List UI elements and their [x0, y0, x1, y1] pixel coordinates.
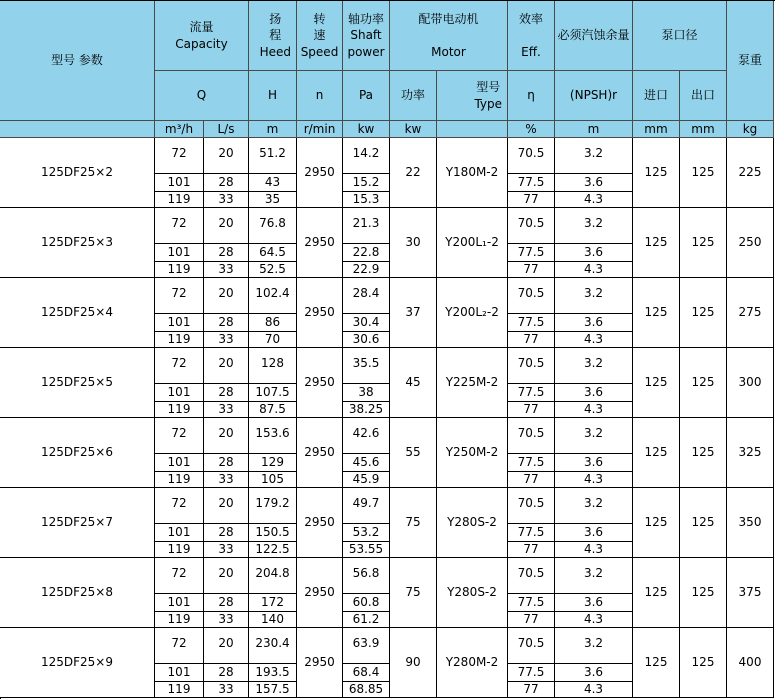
shaft-power-cell: 63.9	[343, 628, 390, 664]
shaft-power-cell: 49.7	[343, 488, 390, 524]
head-cell: 172	[249, 594, 297, 612]
head-cell: 105	[249, 472, 297, 488]
head-cell: 193.5	[249, 664, 297, 682]
shaft-power-cell: 45.9	[343, 472, 390, 488]
flow-m3h-cell: 119	[155, 472, 204, 488]
efficiency-cell: 70.5	[508, 138, 555, 174]
head-cell: 150.5	[249, 524, 297, 542]
model-cell: 125DF25×3	[0, 208, 155, 278]
flow-m3h-cell: 72	[155, 418, 204, 454]
model-param-header: 型号 参数	[0, 1, 155, 121]
inlet-cell: 125	[633, 208, 680, 278]
npsh-cell: 3.2	[555, 628, 633, 664]
efficiency-cell: 77	[508, 192, 555, 208]
outlet-cell: 125	[680, 418, 727, 488]
flow-ls-cell: 20	[204, 418, 249, 454]
inlet-cell: 125	[633, 628, 680, 698]
efficiency-cell: 77.5	[508, 664, 555, 682]
shaft-power-cell: 30.4	[343, 314, 390, 332]
shaft-power-cell: 28.4	[343, 278, 390, 314]
efficiency-cell: 77.5	[508, 594, 555, 612]
efficiency-header: 效率 Eff.	[508, 1, 555, 71]
shaft-power-cell: 61.2	[343, 612, 390, 628]
efficiency-cell: 77.5	[508, 454, 555, 472]
flow-ls-cell: 20	[204, 208, 249, 244]
npsh-cell: 4.3	[555, 682, 633, 698]
flow-m3h-cell: 119	[155, 402, 204, 418]
npsh-cell: 3.2	[555, 488, 633, 524]
pump-diameter-header: 泵口径	[633, 1, 727, 71]
head-cell: 129	[249, 454, 297, 472]
speed-header: 转 速 Speed	[297, 1, 343, 71]
flow-m3h-cell: 101	[155, 454, 204, 472]
npsh-cell: 4.3	[555, 262, 633, 278]
flow-ls-cell: 33	[204, 472, 249, 488]
npsh-header: 必须汽蚀余量	[555, 1, 633, 71]
npsh-cell: 4.3	[555, 402, 633, 418]
weight-cell: 300	[727, 348, 774, 418]
shaft-power-cell: 35.5	[343, 348, 390, 384]
motor-type-cell: Y250M-2	[437, 418, 508, 488]
head-cell: 35	[249, 192, 297, 208]
motor-type-cell: Y180M-2	[437, 138, 508, 208]
head-cell: 204.8	[249, 558, 297, 594]
flow-m3h-cell: 101	[155, 314, 204, 332]
head-cell: 128	[249, 348, 297, 384]
flow-ls-cell: 33	[204, 682, 249, 698]
unit-inlet: mm	[633, 121, 680, 138]
efficiency-cell: 70.5	[508, 558, 555, 594]
npsh-cell: 4.3	[555, 542, 633, 558]
speed-cell: 2950	[297, 278, 343, 348]
npsh-cell: 3.2	[555, 208, 633, 244]
model-cell: 125DF25×4	[0, 278, 155, 348]
npsh-cell: 4.3	[555, 332, 633, 348]
flow-ls-cell: 20	[204, 558, 249, 594]
weight-cell: 375	[727, 558, 774, 628]
head-cell: 64.5	[249, 244, 297, 262]
shaft-power-cell: 22.9	[343, 262, 390, 278]
head-cell: 102.4	[249, 278, 297, 314]
outlet-header: 出口	[680, 71, 727, 121]
weight-cell: 225	[727, 138, 774, 208]
weight-cell: 325	[727, 418, 774, 488]
flow-m3h-cell: 119	[155, 192, 204, 208]
flow-m3h-cell: 119	[155, 542, 204, 558]
flow-ls-cell: 28	[204, 594, 249, 612]
flow-m3h-cell: 119	[155, 682, 204, 698]
npsh-cell: 3.6	[555, 244, 633, 262]
unit-efficiency: %	[508, 121, 555, 138]
outlet-cell: 125	[680, 558, 727, 628]
outlet-cell: 125	[680, 208, 727, 278]
flow-ls-cell: 20	[204, 348, 249, 384]
unit-outlet: mm	[680, 121, 727, 138]
head-cell: 43	[249, 174, 297, 192]
pa-symbol-header: Pa	[343, 71, 390, 121]
shaft-power-cell: 21.3	[343, 208, 390, 244]
unit-motor-power: kw	[390, 121, 437, 138]
shaft-power-cell: 38	[343, 384, 390, 402]
weight-cell: 275	[727, 278, 774, 348]
outlet-cell: 125	[680, 278, 727, 348]
motor-power-cell: 37	[390, 278, 437, 348]
motor-type-cell: Y200L₂-2	[437, 278, 508, 348]
speed-cell: 2950	[297, 138, 343, 208]
motor-type-cell: Y200L₁-2	[437, 208, 508, 278]
flow-ls-cell: 33	[204, 262, 249, 278]
npsh-cell: 4.3	[555, 612, 633, 628]
unit-speed: r/min	[297, 121, 343, 138]
unit-head: m	[249, 121, 297, 138]
flow-ls-cell: 20	[204, 138, 249, 174]
inlet-cell: 125	[633, 348, 680, 418]
motor-header: 配带电动机 Motor	[390, 1, 508, 71]
flow-ls-cell: 28	[204, 314, 249, 332]
eta-symbol-header: η	[508, 71, 555, 121]
outlet-cell: 125	[680, 628, 727, 698]
speed-cell: 2950	[297, 348, 343, 418]
unit-flow-ls: L/s	[204, 121, 249, 138]
flow-ls-cell: 33	[204, 332, 249, 348]
inlet-cell: 125	[633, 418, 680, 488]
head-cell: 52.5	[249, 262, 297, 278]
model-cell: 125DF25×2	[0, 138, 155, 208]
motor-type-cell: Y280S-2	[437, 488, 508, 558]
inlet-cell: 125	[633, 558, 680, 628]
efficiency-cell: 77	[508, 542, 555, 558]
motor-power-cell: 75	[390, 558, 437, 628]
npsh-cell: 4.3	[555, 472, 633, 488]
head-cell: 51.2	[249, 138, 297, 174]
motor-power-cell: 75	[390, 488, 437, 558]
head-cell: 122.5	[249, 542, 297, 558]
shaft-power-cell: 38.25	[343, 402, 390, 418]
npsh-cell: 3.6	[555, 174, 633, 192]
flow-m3h-cell: 101	[155, 174, 204, 192]
efficiency-cell: 77	[508, 262, 555, 278]
unit-weight: kg	[727, 121, 774, 138]
head-header: 扬 程 Heed	[249, 1, 297, 71]
unit-flow-m3h: m³/h	[155, 121, 204, 138]
efficiency-cell: 77	[508, 682, 555, 698]
motor-power-header: 功率	[390, 71, 437, 121]
shaft-power-cell: 68.85	[343, 682, 390, 698]
efficiency-cell: 77	[508, 612, 555, 628]
unit-npsh: m	[555, 121, 633, 138]
speed-cell: 2950	[297, 418, 343, 488]
flow-ls-cell: 28	[204, 244, 249, 262]
flow-m3h-cell: 101	[155, 244, 204, 262]
flow-m3h-cell: 72	[155, 278, 204, 314]
model-cell: 125DF25×8	[0, 558, 155, 628]
shaft-power-cell: 53.55	[343, 542, 390, 558]
efficiency-cell: 70.5	[508, 208, 555, 244]
shaft-power-cell: 68.4	[343, 664, 390, 682]
head-cell: 107.5	[249, 384, 297, 402]
efficiency-cell: 77	[508, 472, 555, 488]
flow-m3h-cell: 72	[155, 208, 204, 244]
efficiency-cell: 70.5	[508, 628, 555, 664]
flow-ls-cell: 33	[204, 192, 249, 208]
motor-power-cell: 55	[390, 418, 437, 488]
flow-m3h-cell: 101	[155, 664, 204, 682]
unit-model-blank	[0, 121, 155, 138]
head-cell: 179.2	[249, 488, 297, 524]
npsh-cell: 3.6	[555, 664, 633, 682]
head-cell: 140	[249, 612, 297, 628]
efficiency-cell: 77	[508, 332, 555, 348]
head-cell: 76.8	[249, 208, 297, 244]
flow-m3h-cell: 101	[155, 384, 204, 402]
flow-ls-cell: 20	[204, 278, 249, 314]
motor-type-cell: Y280M-2	[437, 628, 508, 698]
efficiency-cell: 77.5	[508, 384, 555, 402]
inlet-cell: 125	[633, 488, 680, 558]
shaft-power-cell: 15.3	[343, 192, 390, 208]
model-cell: 125DF25×5	[0, 348, 155, 418]
n-symbol-header: n	[297, 71, 343, 121]
efficiency-cell: 77.5	[508, 314, 555, 332]
speed-cell: 2950	[297, 628, 343, 698]
model-cell: 125DF25×7	[0, 488, 155, 558]
unit-shaft-power: kw	[343, 121, 390, 138]
flow-ls-cell: 33	[204, 612, 249, 628]
npsh-cell: 3.2	[555, 558, 633, 594]
npsh-cell: 3.2	[555, 348, 633, 384]
flow-ls-cell: 28	[204, 664, 249, 682]
motor-type-header: 型号 Type	[437, 71, 508, 121]
efficiency-cell: 77.5	[508, 174, 555, 192]
efficiency-cell: 77.5	[508, 524, 555, 542]
model-cell: 125DF25×6	[0, 418, 155, 488]
shaft-power-header: 轴功率 Shaft power	[343, 1, 390, 71]
efficiency-cell: 77.5	[508, 244, 555, 262]
efficiency-cell: 70.5	[508, 418, 555, 454]
head-cell: 230.4	[249, 628, 297, 664]
flow-ls-cell: 28	[204, 524, 249, 542]
head-cell: 86	[249, 314, 297, 332]
head-cell: 70	[249, 332, 297, 348]
h-symbol-header: H	[249, 71, 297, 121]
speed-cell: 2950	[297, 488, 343, 558]
speed-cell: 2950	[297, 208, 343, 278]
shaft-power-cell: 45.6	[343, 454, 390, 472]
outlet-cell: 125	[680, 488, 727, 558]
motor-power-cell: 45	[390, 348, 437, 418]
outlet-cell: 125	[680, 348, 727, 418]
flow-m3h-cell: 72	[155, 628, 204, 664]
motor-type-cell: Y280S-2	[437, 558, 508, 628]
inlet-header: 进口	[633, 71, 680, 121]
efficiency-cell: 70.5	[508, 278, 555, 314]
shaft-power-cell: 22.8	[343, 244, 390, 262]
shaft-power-cell: 56.8	[343, 558, 390, 594]
motor-power-cell: 30	[390, 208, 437, 278]
unit-motor-type	[437, 121, 508, 138]
speed-cell: 2950	[297, 558, 343, 628]
npsh-cell: 3.2	[555, 418, 633, 454]
head-cell: 157.5	[249, 682, 297, 698]
motor-power-cell: 90	[390, 628, 437, 698]
q-symbol-header: Q	[155, 71, 249, 121]
shaft-power-cell: 14.2	[343, 138, 390, 174]
npsh-cell: 3.6	[555, 594, 633, 612]
flow-ls-cell: 33	[204, 402, 249, 418]
npsh-cell: 3.6	[555, 524, 633, 542]
inlet-cell: 125	[633, 138, 680, 208]
head-cell: 87.5	[249, 402, 297, 418]
shaft-power-cell: 53.2	[343, 524, 390, 542]
flow-m3h-cell: 119	[155, 262, 204, 278]
outlet-cell: 125	[680, 138, 727, 208]
weight-cell: 350	[727, 488, 774, 558]
flow-m3h-cell: 72	[155, 558, 204, 594]
weight-cell: 250	[727, 208, 774, 278]
model-cell: 125DF25×9	[0, 628, 155, 698]
efficiency-cell: 70.5	[508, 348, 555, 384]
inlet-cell: 125	[633, 278, 680, 348]
flow-ls-cell: 28	[204, 174, 249, 192]
flow-ls-cell: 28	[204, 454, 249, 472]
flow-m3h-cell: 119	[155, 332, 204, 348]
weight-header: 泵重	[727, 1, 774, 121]
capacity-header: 流量 Capacity	[155, 1, 249, 71]
flow-ls-cell: 20	[204, 628, 249, 664]
flow-m3h-cell: 72	[155, 138, 204, 174]
shaft-power-cell: 30.6	[343, 332, 390, 348]
shaft-power-cell: 42.6	[343, 418, 390, 454]
motor-power-cell: 22	[390, 138, 437, 208]
flow-m3h-cell: 72	[155, 348, 204, 384]
flow-ls-cell: 20	[204, 488, 249, 524]
shaft-power-cell: 60.8	[343, 594, 390, 612]
shaft-power-cell: 15.2	[343, 174, 390, 192]
flow-m3h-cell: 72	[155, 488, 204, 524]
flow-m3h-cell: 101	[155, 524, 204, 542]
flow-m3h-cell: 119	[155, 612, 204, 628]
npsh-cell: 3.6	[555, 454, 633, 472]
head-cell: 153.6	[249, 418, 297, 454]
flow-ls-cell: 28	[204, 384, 249, 402]
efficiency-cell: 77	[508, 402, 555, 418]
npsh-cell: 4.3	[555, 192, 633, 208]
motor-type-cell: Y225M-2	[437, 348, 508, 418]
npsh-cell: 3.2	[555, 138, 633, 174]
npsh-cell: 3.6	[555, 384, 633, 402]
weight-cell: 400	[727, 628, 774, 698]
npsh-cell: 3.6	[555, 314, 633, 332]
flow-ls-cell: 33	[204, 542, 249, 558]
npsh-symbol-header: (NPSH)r	[555, 71, 633, 121]
flow-m3h-cell: 101	[155, 594, 204, 612]
npsh-cell: 3.2	[555, 278, 633, 314]
efficiency-cell: 70.5	[508, 488, 555, 524]
